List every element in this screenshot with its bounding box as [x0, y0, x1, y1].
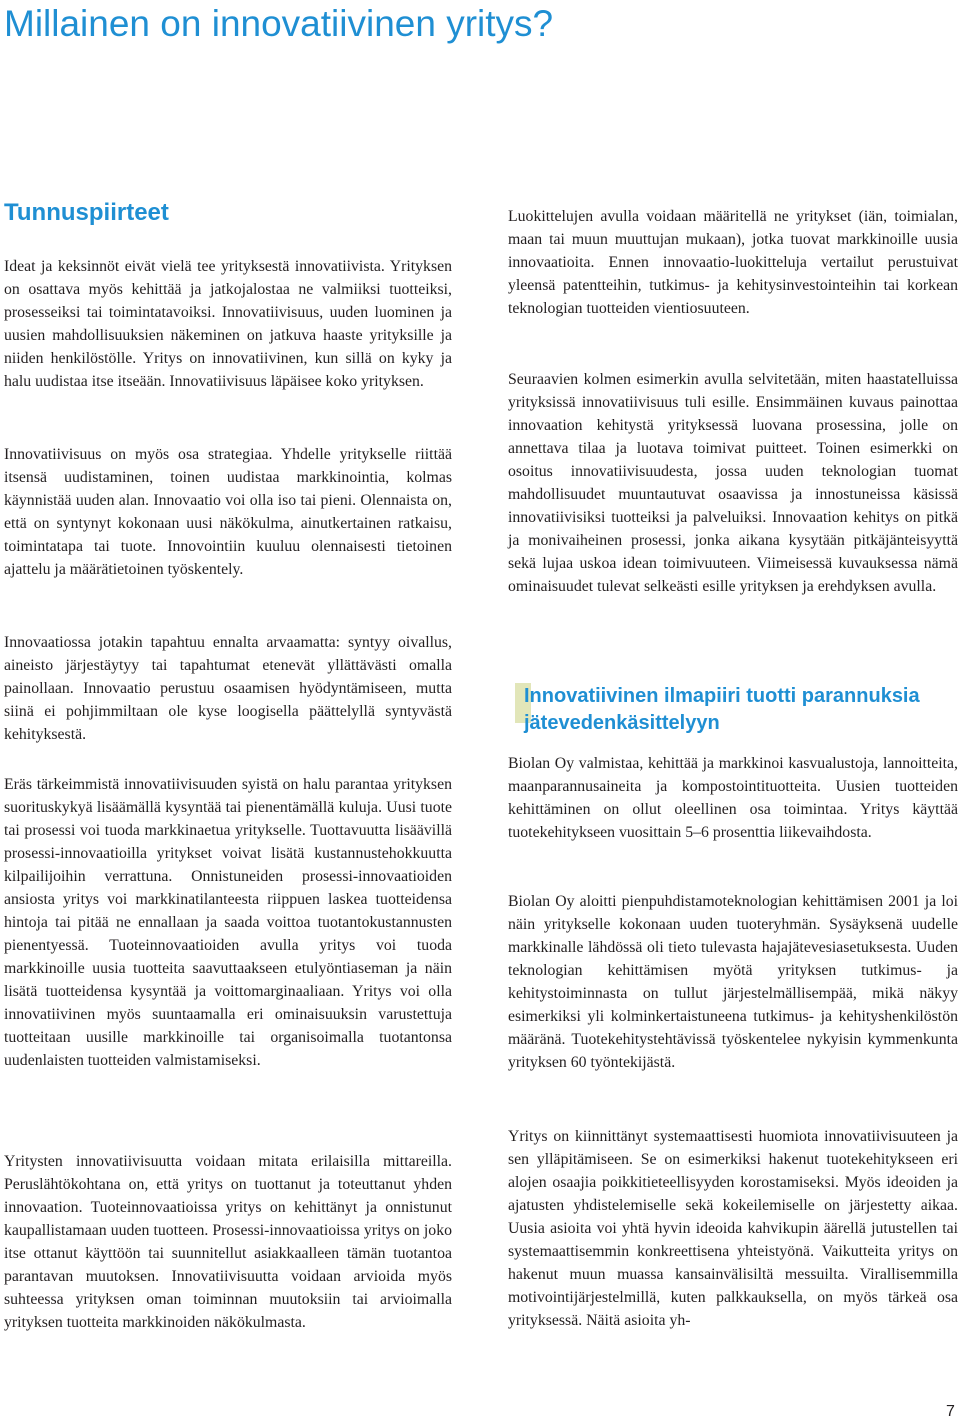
paragraph-2: Innovatiivisuus on myös osa strategiaa. Yhdelle yritykselle riittää itsensä uudistaminen, toinen uudistaa markkinointia, kolmas käynnistää uuden alan. Innovaatio voi olla iso tai pieni. Olennaista on, että on syntynyt kokonaan uusi näkökulma, ainutkertainen ratkaisu, toimintatapa tai tuote. Innovointiin kuuluu olennaisesti tietoinen ajattelu ja määrätietoinen työskentely.	[4, 446, 452, 578]
paragraph-1: Ideat ja keksinnöt eivät vielä tee yrityksestä innovatiivista. Yrityksen on osattava myös kehittää ja jatkojalostaa ne valmiiksi tuotteiksi, prosesseiksi tai toimintatavoiksi. Innovatiivisuus, uuden luominen ja uusien mahdollisuuksien näkeminen on jatkuva haaste yrityksille ja niiden henkilöstölle. Yritys on innovatiivinen, kun sillä on kyky ja halu uudistaa itse itseään. Innovatiivisuus läpäisee koko yrityksen.	[4, 258, 452, 390]
paragraph-4: Eräs tärkeimmistä innovatiivisuuden syistä on halu parantaa yrityksen suorituskykyä lisäämällä kysyntää tai pienentämällä kuluja. Uusi tuote tai prosessi voi tuoda markkinaetua yritykselle. Tuottavuutta lisäävillä prosessi-innovaatioilla yritykset voivat lisätä kustannustehokkuutta kilpailijoihin verrattuna. Onnistuneiden prosessi-innovaatioiden ansiosta yritys voi markkinatilanteesta riippuen laskea tuotteidensa hintoja tai pitää ne ennallaan ja saada voittoa tuotantokustannusten pienentyessä. Tuoteinnovaatioiden avulla yritys voi tuoda markkinoille uusia tuotteita saavuttaakseen etulyöntiaseman ja näin lisätä tuotteidensa kysyntää ja voittomarginaaliaan. Yritys voi olla innovatiivinen myös suuntaamalla eri ominaisuuksin varustettuja tuotteitaan uusille markkinoille tai organisoimalla tuotantonsa uudenlaisten tuotteiden valmistamiseksi.	[4, 776, 452, 1069]
section-heading: Tunnuspiirteet	[4, 199, 169, 226]
paragraph-8: Biolan Oy valmistaa, kehittää ja markkinoi kasvualustoja, lannoitteita, maanparannusaineita ja kompostointituotteita. Uusien tuotteiden kehittäminen on ollut oleellinen osa toimintaa. Yritys käyttää tuotekehitykseen vuosittain 5–6 prosenttia liikevaihdosta.	[508, 755, 958, 841]
paragraph-3: Innovaatiossa jotakin tapahtuu ennalta arvaamatta: syntyy oivallus, aineisto järjestäytyy tai tapahtumat etenevät yllättävästi omalla painollaan. Innovaatio perustuu osaamisen hyödyntämiseen, mutta siinä ei pohjimmiltaan ole kyse loogisella päättelyllä syntyvästä kehityksestä.	[4, 634, 452, 743]
subheading: Innovatiivinen ilmapiiri tuotti parannuksia jätevedenkäsittelyyn	[524, 685, 920, 734]
paragraph-5: Yritysten innovatiivisuutta voidaan mitata erilaisilla mittareilla. Peruslähtökohtana on, että yritys on tuottanut ja toteuttanut yhden innovaation. Tuoteinnovaatioissa yritys on kehittänyt ja onnistunut kaupallistamaan uuden tuotteen. Prosessi-innovaatioissa yritys on joko itse ottanut käyttöön tai suunnitellut asiakkaalleen tämän tuotantoa parantavan muutoksen. Innovatiivisuutta voidaan arvioida myös suhteessa yrityksen oman toiminnan muutoksiin tai arvioimalla yrityksen tuotteita markkinoiden näkökulmasta.	[4, 1153, 452, 1331]
paragraph-10: Yritys on kiinnittänyt systemaattisesti huomiota innovatiivisuuteen ja sen ylläpitämiseen. Se on esimerkiksi hakenut tuotekehitykseen eri alojen osaajia poikkitieteellisyyden korostamiseksi. Myös ideoiden ja ajatusten yhdistelemiselle sekä kokeilemiselle on järjestetty aikaa. Uusia asioita voi yhtä hyvin ideoida kahvikupin äärellä jutustellen tai systemaattisemmin konkreettisena yhteistyönä. Vaikutteita yritys on hakenut muun muassa kansainvälisiltä messuilta. Virallisemmilla motivointijärjestelmillä, kuten palkkauksella, on myös tärkeä osa yrityksessä. Näitä asioita yh-	[508, 1128, 958, 1329]
page-title: Millainen on innovatiivinen yritys?	[4, 3, 554, 44]
subheading-block	[508, 683, 958, 743]
page-number: 7	[946, 1403, 955, 1420]
paragraph-9: Biolan Oy aloitti pienpuhdistamoteknologian kehittämisen 2001 ja loi näin yritykselle kokonaan uuden tuoteryhmän. Sysäyksenä uudelle markkinalle lähdössä oli tieto tulevasta hajajätevesiasetuksesta. Uuden teknologian kehittämisen myötä yrityksen tutkimus- ja kehitystoiminnasta on tullut järjestelmällisempää, mikä näkyy esimerkiksi yli kolminkertaistuneena tutkimus- ja kehityshenkilöstön määränä. Tuotekehitystehtävissä työskentelee nykyisin kymmenkunta yrityksen 60 työntekijästä.	[508, 893, 958, 1071]
paragraph-7: Seuraavien kolmen esimerkin avulla selvitetään, miten haastatelluissa yrityksissä innovatiivisuus tuli esille. Ensimmäinen kuvaus painottaa innovaation kehitystä yrityksessä luovana prosessina, jolle on annettava tilaa ja luotava toimivat puitteet. Toinen esimerkki on osoitus innovatiivisuudesta, jossa uuden teknologian tuomat mahdollisuudet muuntautuvat osaavissa ja innostuneissa käsissä innovatiivisiksi tuotteiksi ja palveluiksi. Innovaation kehitys on pitkä ja monivaiheinen prosessi, jonka aikana kysytään pitkäjänteisyyttä sekä lujaa uskoa idean toimivuuteen. Viimeisessä kuvauksessa nämä ominaisuudet tulevat selkeästi esille yrityksen ja erehdyksen avulla.	[508, 371, 958, 595]
paragraph-6: Luokittelujen avulla voidaan määritellä ne yritykset (iän, toimialan, maan tai muun muuttujan mukaan), jotka tuovat markkinoille uusia innovaatioita. Ennen innovaatio-luokitteluja vertailut perustuivat yleensä patentteihin, tutkimus- ja kehitysinvestointeihin tai korkean teknologian tuotteiden vientiosuuteen.	[508, 208, 958, 317]
